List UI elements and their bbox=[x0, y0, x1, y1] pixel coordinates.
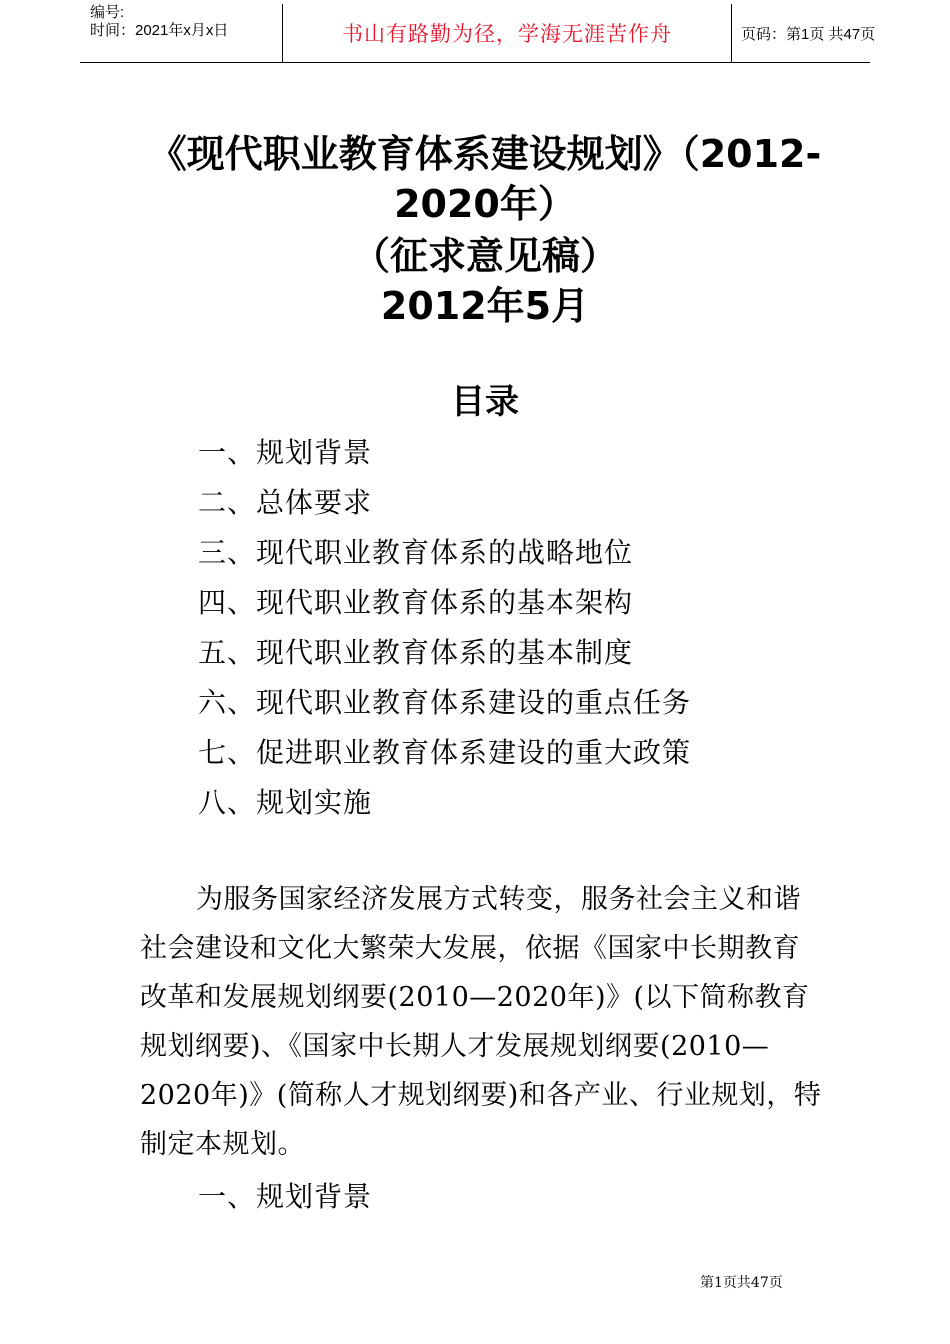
toc-item: 六、现代职业教育体系建设的重点任务 bbox=[198, 686, 692, 719]
section-heading: 一、规划背景 bbox=[198, 1180, 373, 1213]
toc-item: 四、现代职业教育体系的基本架构 bbox=[198, 586, 634, 619]
header-motto: 书山有路勤为径，学海无涯苦作舟 bbox=[342, 22, 672, 46]
document-date: 2012年5月 bbox=[380, 284, 590, 328]
paragraph-line: 改革和发展规划纲要(2010—2020年)》(以下简称教育 bbox=[140, 982, 810, 1013]
page-header bbox=[80, 4, 876, 63]
toc-item: 三、现代职业教育体系的战略地位 bbox=[198, 536, 634, 569]
header-motto-cell bbox=[282, 4, 732, 62]
toc-heading: 目录 bbox=[451, 382, 519, 422]
header-page-cell bbox=[731, 4, 876, 62]
toc-item: 五、现代职业教育体系的基本制度 bbox=[198, 636, 634, 669]
toc-item: 七、促进职业教育体系建设的重大政策 bbox=[198, 736, 692, 769]
page-footer: 第1页共47页 bbox=[700, 1275, 783, 1291]
toc-item: 二、总体要求 bbox=[198, 486, 373, 519]
paragraph-line: 社会建设和文化大繁荣大发展，依据《国家中长期教育 bbox=[140, 933, 800, 964]
toc-item: 一、规划背景 bbox=[198, 436, 373, 469]
paragraph-line: 为服务国家经济发展方式转变，服务社会主义和谐 bbox=[196, 884, 801, 915]
document-title-line-2: 2020年） bbox=[394, 182, 576, 226]
document-subtitle: （征求意见稿） bbox=[351, 234, 618, 278]
document-title-line-1: 《现代职业教育体系建设规划》（2012- bbox=[148, 132, 822, 176]
date-label: 时间：2021年x月x日 bbox=[90, 22, 229, 39]
intro-paragraph bbox=[140, 875, 840, 1169]
toc-item: 八、规划实施 bbox=[198, 786, 373, 819]
paragraph-line: 制定本规划。 bbox=[140, 1129, 305, 1160]
header-meta bbox=[80, 4, 282, 62]
table-of-contents bbox=[198, 428, 691, 828]
paragraph-line: 规划纲要)、《国家中长期人才发展规划纲要(2010— bbox=[140, 1031, 770, 1062]
serial-label: 编号: bbox=[90, 4, 125, 21]
paragraph-line: 2020年)》(简称人才规划纲要)和各产业、行业规划，特 bbox=[140, 1080, 822, 1111]
header-page-info: 页码：第1页 共47页 bbox=[741, 25, 876, 43]
